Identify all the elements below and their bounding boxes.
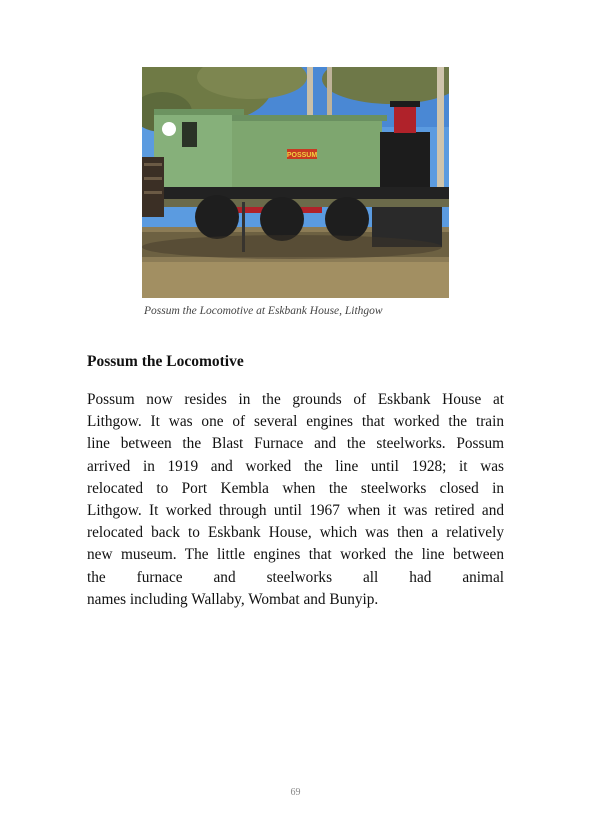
- paragraph-line: line between the Blast Furnace and the steelworks. Possum: [87, 435, 504, 453]
- paragraph-line: Possum now resides in the grounds of Eskbank House at: [87, 391, 504, 408]
- page-number: 69: [290, 787, 301, 798]
- paragraph-line: relocated back to Eskbank House, which was then a relatively: [87, 524, 504, 542]
- paragraph-line: Lithgow. It worked through until 1967 when it was retired and: [87, 502, 504, 520]
- locomotive-photo: [142, 67, 449, 298]
- paragraph-line: the furnace and steelworks all had animal: [87, 568, 504, 586]
- figure-caption: Possum the Locomotive at Eskbank House, Lithgow: [144, 305, 383, 317]
- nameplate-text: POSSUM: [286, 152, 318, 159]
- paragraph-line: new museum. The little engines that worked the line between: [87, 546, 504, 564]
- section-heading: Possum the Locomotive: [87, 353, 244, 370]
- body-paragraph: [87, 389, 504, 611]
- paragraph-line: arrived in 1919 and worked the line until 1928; it was: [87, 457, 504, 475]
- paragraph-line: Lithgow. It was one of several engines that worked the train: [87, 413, 504, 431]
- paragraph-line: names including Wallaby, Wombat and Bunyip.: [87, 590, 379, 608]
- paragraph-line: relocated to Port Kembla when the steelworks closed in: [87, 479, 504, 497]
